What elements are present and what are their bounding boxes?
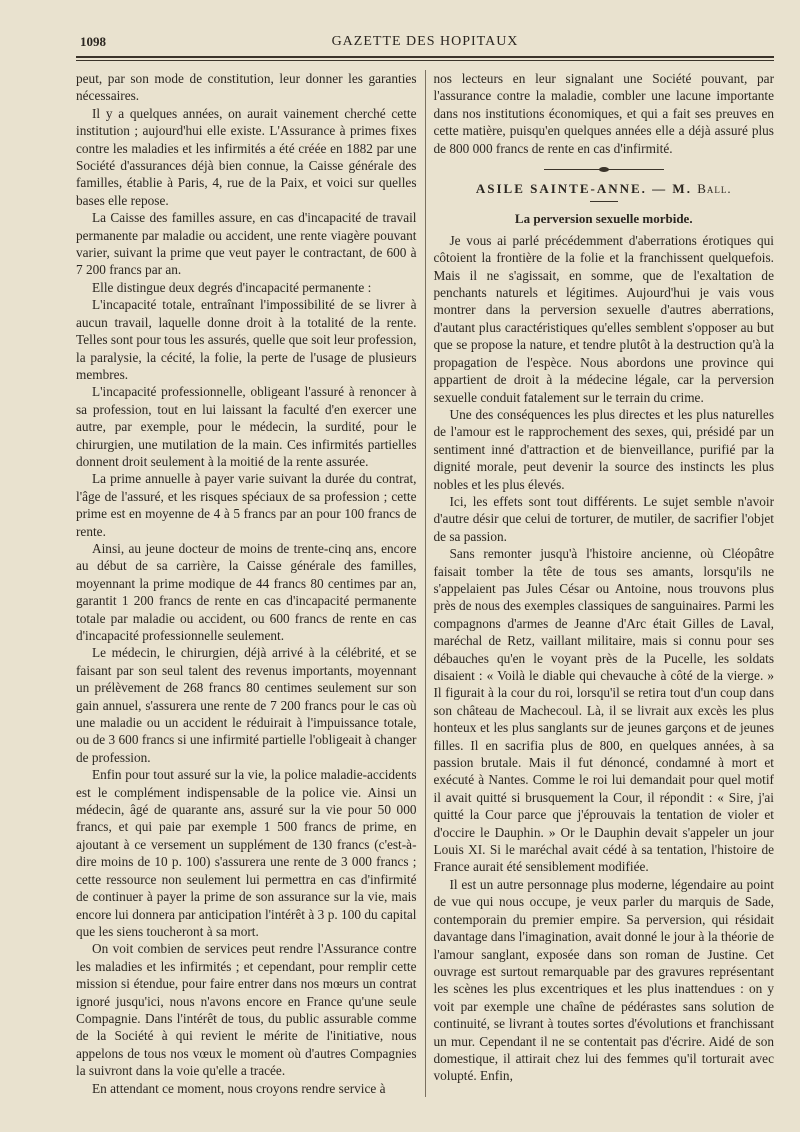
short-rule [590,201,618,202]
ornament-separator [544,169,664,170]
text-columns [76,70,774,1097]
left-column [76,70,426,1097]
section-author: Ball. [697,181,732,197]
paragraph: Ici, les effets sont tout différents. Le sujet semble n'avoir d'autre désir que celui de torturer, de mutiler, de sacrifier l'objet de sa passion. [433,493,774,544]
page-header [76,30,774,54]
paragraph: L'incapacité professionnelle, obligeant l'assuré à renoncer à sa profession, tout en lui laissant la faculté d'en exercer une autre, par exemple, pour le médecin, la surdité, pour le chirurgien, une mutilation de la main. Ces infirmités partielles donnent droit seulement à la moitié de la rente assurée. [76,384,417,469]
paragraph: L'incapacité totale, entraînant l'impossibilité de se livrer à aucun travail, laquelle donne droit à la totalité de la rente. Telles sont pour tous les assurés, quelle que soit leur profession, la paralysie, la cécité, la folie, la perte de l'usage de plusieurs membres. [76,297,417,382]
header-rule-thin [76,60,774,61]
page-number: 1098 [80,34,106,49]
paragraph: On voit combien de services peut rendre l'Assurance contre les maladies et les infirmités ; et cependant, pour remplir cette mission si étendue, pour faire entrer dans nos mœurs un contrat ignoré jusqu'ici, nous n'avons encore en France qu'une seule Compagnie. Dans l'intérêt de tous, du public assurable comme de la Société à qui revient le mérite de l'initiative, nous appelons de tous nos vœux le moment où d'autres Compagnies la suivront dans la voie qu'elle a tracée. [76,941,417,1079]
section-title [434,180,775,197]
right-column [426,70,775,1097]
paragraph: La Caisse des familles assure, en cas d'incapacité de travail permanente par maladie ou accident, une rente viagère pouvant varier, suivant la prime que veut payer le contractant, de 600 à 7 200 francs par an. [76,210,417,278]
paragraph: Sans remonter jusqu'à l'histoire ancienne, où Cléopâtre faisait tomber la tête de tous ses amants, lorsqu'ils ne s'appelaient pas Jules César ou Antoine, nous trouvons plus près de nous des exemples classiques de sanguinaires. Parmi les compagnons d'armes de Jeanne d'Arc était Gilles de Laval, maréchal de Retz, vaillant militaire, mais si connu pour ses débauches qu'en le voyant près de la Pucelle, les soldats disaient : « Voilà le diable qui chevauche à côté de la vierge. » Il figurait à la cour du roi, lorsqu'il se retira tout d'un coup dans son château de Machecoul. Là, il se livrait aux excès les plus honteux et les plus sanglants sur de jeunes garçons et de jeunes filles. Il en sacrifia plus de 800, en quelques années, à sa passion brutale. Mais il fut dénoncé, condamné à mort et exécuté à Nantes. Comme le roi lui demandait pour quel motif il avait quitté si brusquement la Cour, il répondit : « Sire, j'ai quitté la Cour parce que j'éprouvais la tentation de violer et d'occire le Dauphin. » Or le Dauphin devait s'appeler un jour Louis XI. Si le maréchal avait cédé à sa tentation, l'histoire de France aurait été sensiblement modifiée. [433,546,774,875]
paragraph: Il y a quelques années, on aurait vainement cherché cette institution ; aujourd'hui elle existe. L'Assurance à primes fixes contre les maladies et les infirmités a été créée en 1882 par une Société d'assurances déjà bien connue, la Caisse générale des familles, établie à Paris, 4, rue de la Paix, et voici sur quelles bases elle repose. [76,105,417,208]
paragraph: peut, par son mode de constitution, leur donner les garanties nécessaires. [76,71,417,104]
paragraph: Le médecin, le chirurgien, déjà arrivé à la célébrité, et se faisant par son seul talent des revenus importants, moyennant un prélèvement de 268 francs 80 centimes seulement sur son gain annuel, s'assurera une rente de 7 200 francs pour le cas où une maladie ou un accident le réduirait à l'impuissance totale, ou de 3 600 francs si une infirmité partielle l'obligeait à changer de profession. [76,645,417,765]
paragraph: Une des conséquences les plus directes et les plus naturelles de l'amour est le rapprochement des sexes, qui, présidé par un sentiment inné d'attraction et de bienveillance, purifié par la dignité morale, peut devenir la source des instincts les plus nobles et les plus élevés. [433,406,774,492]
section-title-text: ASILE SAINTE-ANNE. — M. [475,181,692,197]
paragraph: Elle distingue deux degrés d'incapacité permanente : [92,279,372,295]
paragraph: Ainsi, au jeune docteur de moins de trente-cinq ans, encore au début de sa carrière, la Caisse générale des familles, moyennant la prime modique de 44 francs 80 centimes par an, garantit 1 200 francs de rente en cas d'incapacité permanente totale par maladie ou accident, ou 600 francs de rente en cas d'incapacité professionnelle seulement. [76,540,417,643]
paragraph: nos lecteurs en leur signalant une Société pouvant, par l'assurance contre la maladie, combler une lacune importante dans nos institutions économiques, et qui a fait ses preuves en cette matière, puisqu'en quelques années elle a déjà assuré plus de 800 000 francs de rente en cas d'infirmité. [433,71,774,156]
article-subtitle: La perversion sexuelle morbide. [514,211,693,227]
paragraph: Enfin pour tout assuré sur la vie, la police maladie-accidents est le complément indispensable de la police vie. Ainsi un médecin, âgé de quarante ans, assuré sur la vie pour 50 000 francs, et qui paie par exemple 1 500 francs de prime, en ajoutant à ce versement un supplément de 130 francs (c'est-à-dire moins de 10 p. 100) s'assurera une rente de 3 000 francs ; cette ressource non seulement lui permettra en cas d'infirmité de continuer à payer la prime de son assurance sur la vie, mais encore lui donnera par anticipation l'intérêt à 3 p. 100 du capital que les siens toucheront à sa mort. [76,767,417,939]
paragraph: Il est un autre personnage plus moderne, légendaire au point de vue qui nous occupe, je veux parler du marquis de Sade, contemporain du premier empire. Sa perversion, qui résidait davantage dans l'imagination, avait donné le jour à la théorie de l'amour sanglant, exposée dans son roman de Justine. Cet ouvrage est surtout remarquable par des gravures représentant les scènes les plus excentriques et les plus inattendues : on y voit par exemple une chaîne de pédérastes sans solution de continuité, se livrant à toutes sortes d'évolutions et franchissant un mur. Cependant il ne se contentait pas d'écrire. Aidé de son domestique, il attirait chez lui des femmes qu'il torturait avec volupté. Enfin, [433,876,774,1084]
header-rule [76,56,774,58]
paragraph: En attendant ce moment, nous croyons rendre service à [92,1080,386,1096]
paragraph: La prime annuelle à payer varie suivant la durée du contrat, l'âge de l'assuré, et les risques spéciaux de sa profession ; cette prime est en moyenne de 4 à 5 francs par an pour 100 francs de rente. [76,471,417,539]
journal-title: GAZETTE DES HOPITAUX [331,34,519,49]
paragraph: Je vous ai parlé précédemment d'aberrations érotiques qui côtoient la frontière de la folie et la franchissent quelquefois. Mais il ne s'agissait, en somme, que de l'exaltation de penchants naturels et légitimes. Aujourd'hui je vais vous montrer dans la perversion sexuelle d'autres aberrations, d'autant plus caractéristiques qu'elles semblent s'opposer au but que se propose la nature, et tendre plutôt à la destruction qu'à la propagation de l'espèce. Nous abordons une province qui appartient de droit à la médecine légale, car la perversion sexuelle conduit fatalement sur le terrain du crime. [433,232,774,405]
